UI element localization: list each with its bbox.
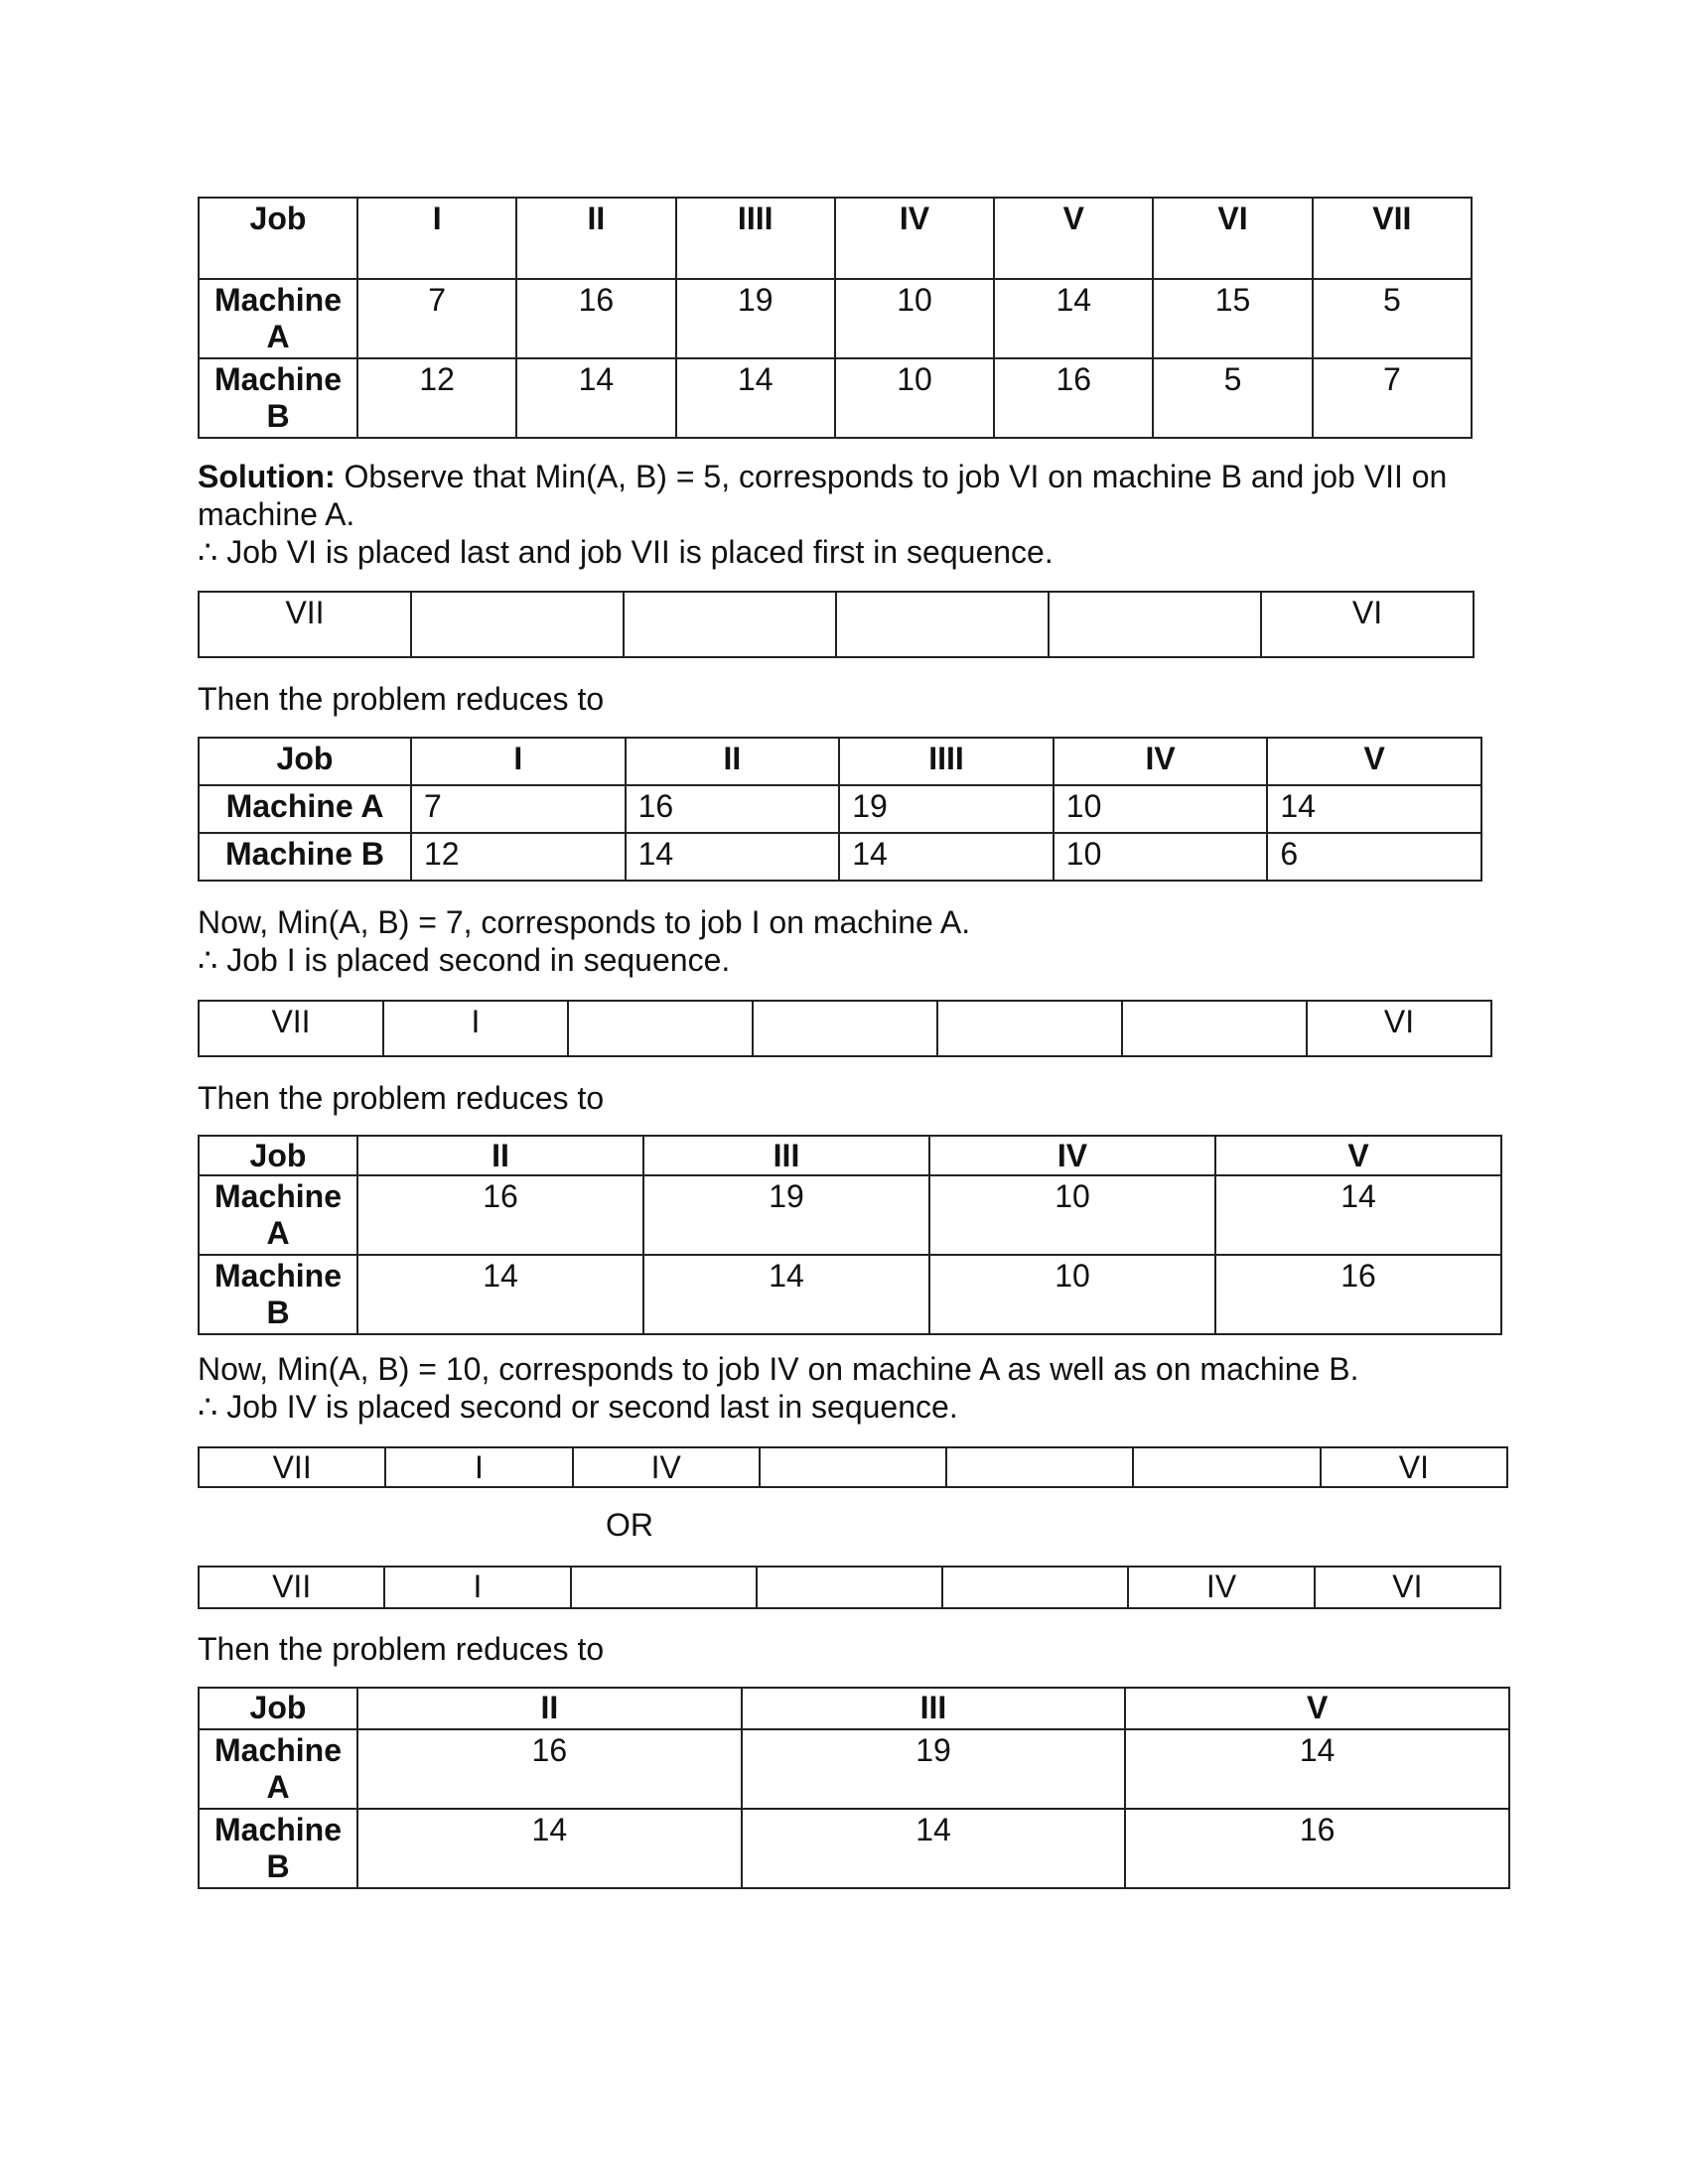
table-cell: IIII [676, 198, 835, 279]
table-cell: 5 [1153, 358, 1312, 438]
sequence-cell: I [384, 1567, 570, 1608]
table-cell: 10 [835, 279, 994, 358]
table-cell: 12 [411, 833, 626, 881]
table-cell: 7 [357, 279, 516, 358]
job-table-1 [198, 197, 1473, 439]
table-cell: 16 [357, 1175, 643, 1255]
solution-label: Solution: [198, 459, 336, 494]
table-cell: 19 [742, 1729, 1126, 1809]
sequence-cell: VII [199, 1447, 385, 1487]
table-row [199, 198, 1472, 279]
table-cell: Machine A [199, 1729, 357, 1809]
table-row [199, 279, 1472, 358]
table-cell: 14 [994, 279, 1153, 358]
sequence-cell [571, 1567, 757, 1608]
table-cell: 19 [643, 1175, 929, 1255]
table-cell: V [1125, 1688, 1509, 1729]
table-cell: 10 [929, 1255, 1215, 1334]
job-table-2 [198, 737, 1482, 882]
sequence-cell [1122, 1001, 1307, 1056]
table-cell: 10 [929, 1175, 1215, 1255]
reduce-text: Then the problem reduces to [198, 681, 605, 717]
or-separator: OR [606, 1507, 653, 1543]
table-cell: Machine B [199, 358, 357, 438]
table-row [199, 833, 1481, 881]
solution-paragraph [198, 458, 1508, 533]
solution-text: Observe that Min(A, B) = 5, corresponds to job VI on machine B and job VII on machine A. [198, 459, 1448, 532]
sequence-cell: VI [1307, 1001, 1491, 1056]
sequence-cell: VI [1321, 1447, 1507, 1487]
table-row [199, 1688, 1509, 1729]
table-cell: Machine B [199, 833, 411, 881]
sequence-table-2 [198, 1000, 1492, 1057]
table-cell: 19 [676, 279, 835, 358]
table-cell: 16 [994, 358, 1153, 438]
sequence-cell [411, 592, 624, 657]
sequence-table-1 [198, 591, 1475, 658]
table-cell: 7 [411, 785, 626, 833]
table-cell: II [357, 1688, 742, 1729]
table-cell: 16 [626, 785, 840, 833]
table-cell: 16 [357, 1729, 742, 1809]
table-cell: IV [929, 1136, 1215, 1175]
table-cell: Machine B [199, 1809, 357, 1888]
table-cell: 6 [1267, 833, 1481, 881]
sequence-cell: VI [1261, 592, 1474, 657]
sequence-cell: VII [199, 1001, 383, 1056]
table-row [199, 1809, 1509, 1888]
table-cell: 14 [357, 1809, 742, 1888]
table-cell: 14 [742, 1809, 1126, 1888]
job-table-4 [198, 1687, 1510, 1889]
table-cell: VI [1153, 198, 1312, 279]
table-row [199, 358, 1472, 438]
table-row [199, 1567, 1500, 1608]
step-text: Now, Min(A, B) = 10, corresponds to job IV on machine A as well as on machine B. [198, 1351, 1359, 1387]
reduce-text: Then the problem reduces to [198, 1080, 605, 1116]
table-cell: 16 [516, 279, 675, 358]
table-cell: IV [835, 198, 994, 279]
table-cell: 14 [643, 1255, 929, 1334]
table-row [199, 592, 1474, 657]
table-cell: 7 [1313, 358, 1472, 438]
sequence-cell: I [383, 1001, 568, 1056]
table-row [199, 1255, 1501, 1334]
table-cell: 19 [839, 785, 1054, 833]
sequence-cell [946, 1447, 1133, 1487]
sequence-table-3 [198, 1446, 1508, 1488]
table-cell: 10 [1054, 785, 1268, 833]
table-cell: 10 [1054, 833, 1268, 881]
table-cell: II [626, 738, 840, 785]
sequence-cell [942, 1567, 1128, 1608]
table-cell: Job [199, 198, 357, 279]
table-cell: 5 [1313, 279, 1472, 358]
table-cell: 16 [1215, 1255, 1501, 1334]
solution-conclusion: ∴ Job VI is placed last and job VII is placed first in sequence. [198, 534, 1054, 570]
table-cell: 10 [835, 358, 994, 438]
table-cell: 14 [676, 358, 835, 438]
table-cell: V [1267, 738, 1481, 785]
step-conclusion: ∴ Job I is placed second in sequence. [198, 942, 731, 978]
sequence-cell [937, 1001, 1122, 1056]
table-cell: 14 [1215, 1175, 1501, 1255]
table-cell: III [643, 1136, 929, 1175]
sequence-cell [760, 1447, 946, 1487]
sequence-cell [753, 1001, 937, 1056]
sequence-cell [624, 592, 836, 657]
table-cell: VII [1313, 198, 1472, 279]
table-cell: 14 [1125, 1729, 1509, 1809]
table-cell: II [357, 1136, 643, 1175]
sequence-cell [836, 592, 1049, 657]
step-text: Now, Min(A, B) = 7, corresponds to job I on machine A. [198, 904, 971, 940]
table-cell: 14 [1267, 785, 1481, 833]
table-row [199, 785, 1481, 833]
sequence-cell [757, 1567, 942, 1608]
sequence-table-4 [198, 1566, 1501, 1609]
job-table-3 [198, 1135, 1502, 1335]
table-cell: I [357, 198, 516, 279]
table-cell: 16 [1125, 1809, 1509, 1888]
step-conclusion: ∴ Job IV is placed second or second last in sequence. [198, 1389, 958, 1425]
table-row [199, 1175, 1501, 1255]
sequence-cell: VII [199, 1567, 384, 1608]
sequence-cell: IV [1128, 1567, 1314, 1608]
table-cell: Machine A [199, 1175, 357, 1255]
table-cell: II [516, 198, 675, 279]
table-row [199, 738, 1481, 785]
table-cell: Job [199, 1688, 357, 1729]
table-cell: V [994, 198, 1153, 279]
table-cell: 14 [839, 833, 1054, 881]
table-cell: 14 [626, 833, 840, 881]
table-cell: I [411, 738, 626, 785]
table-row [199, 1729, 1509, 1809]
sequence-cell [1133, 1447, 1320, 1487]
table-cell: 14 [357, 1255, 643, 1334]
table-cell: 12 [357, 358, 516, 438]
table-cell: Machine B [199, 1255, 357, 1334]
table-cell: Job [199, 738, 411, 785]
table-cell: III [742, 1688, 1126, 1729]
table-cell: IV [1054, 738, 1268, 785]
table-cell: V [1215, 1136, 1501, 1175]
table-cell: Job [199, 1136, 357, 1175]
table-row [199, 1136, 1501, 1175]
sequence-cell: VI [1315, 1567, 1500, 1608]
sequence-cell [568, 1001, 753, 1056]
table-row [199, 1001, 1491, 1056]
reduce-text: Then the problem reduces to [198, 1631, 605, 1667]
table-cell: Machine A [199, 279, 357, 358]
table-cell: IIII [839, 738, 1054, 785]
sequence-cell: I [385, 1447, 572, 1487]
table-cell: 15 [1153, 279, 1312, 358]
sequence-cell [1049, 592, 1261, 657]
table-cell: Machine A [199, 785, 411, 833]
table-row [199, 1447, 1507, 1487]
sequence-cell: IV [573, 1447, 760, 1487]
sequence-cell: VII [199, 592, 411, 657]
table-cell: 14 [516, 358, 675, 438]
